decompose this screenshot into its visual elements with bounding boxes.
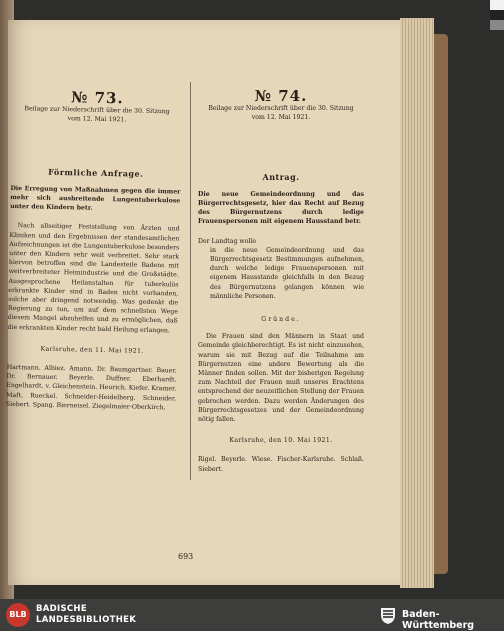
bw-coat-of-arms-icon[interactable]: [378, 605, 398, 625]
left-doc-number: № 73.: [70, 88, 124, 108]
document-page: [5, 20, 400, 585]
right-reasons: Die Frauen sind den Männern in Staat und Gemeinde gleichberechtigt. Es ist nicht einzusehen, warum sie mit Bezug auf die Teilnahme am Bürgernutzen eine andere Bewertung als die Männer finden sollen. Mit der bisherigen Regelung zum Nachteil der Frauen muß unseres Erachtens entsprechend der neuzeitlichen Stellung der Frauen gebrochen werden. Dazu werden Änderungen des Bürgerrechtsgesetzes und der Gemeindeordnung nötig fallen.: [198, 333, 364, 424]
footer-bar: [0, 599, 504, 630]
left-date: Karlsruhe, den 11. Mai 1921.: [40, 345, 144, 355]
right-motion-intro: Der Landtag wolle: [198, 237, 257, 245]
blb-logo-icon[interactable]: BLB: [6, 603, 30, 627]
left-column: [6, 20, 184, 413]
blb-name-line2: LANDESBIBLIOTHEK: [36, 615, 137, 625]
column-divider: [190, 82, 191, 480]
right-doc-number: № 74.: [254, 87, 308, 105]
left-heading: Förmliche Anfrage.: [48, 166, 144, 179]
right-subtitle-2: vom 12. Mai 1921.: [251, 114, 311, 122]
page-edges: [400, 18, 434, 588]
blb-name-line1: BADISCHE: [36, 604, 87, 614]
left-lead: Die Erregung von Maßnahmen gegen die immer mehr sich ausbreitende Lungentuberkulose unter den Kindern betr.: [10, 184, 181, 212]
right-column: [198, 20, 364, 474]
right-subtitle-1: Beilage zur Niederschrift über die 30. Sitzung: [208, 105, 354, 113]
page-number: 693: [178, 552, 194, 561]
left-subtitle-1: Beilage zur Niederschrift über die 30. Sitzung: [24, 105, 170, 116]
left-signatures: Hartmann. Albiez. Amann. Dr. Baumgartner. Bauer. Dr. Bernauer. Beyerle. Duffner. Eberhardt. Engelhardt. v. Gleichenstein. Heurich. Kiefer. Kramer. Maft. Rueckel. Schneider-Heidelberg. Schneider. Siebert. Spang. Bierneisel. Ziegelmaier-Oberkirch.: [5, 363, 177, 412]
left-subtitle-2: vom 12. Mai 1921.: [67, 115, 127, 124]
right-section-heading: Gründe.: [261, 316, 301, 324]
color-ruler: [490, 0, 504, 30]
left-body: Nach allseitiger Feststellung von Ärzten und Kliniken und den Ergebnissen der standesamtlichen Aufzeichnungen ist die Lungentuberkulose besonders unter den Kindern sehr weit verbreitet. Sehr stark hiervon betroffen sind die Landesteile Badens mit weitverbreiteter Heimindustrie und die Großstädte. Ausgesprochene Heilanstalten für tuberkulös erkrankte Kinder sind in Baden nicht vorhanden, solche aber dringend notwendig. Was gedenkt die Regierung zu tun, um auf dem schnellsten Wege diesem Mangel abzuhelfen und zu ermöglichen, daß die erkrankten Kinder recht bald Heilung erlangen.: [7, 222, 180, 334]
book-cover: [434, 34, 448, 574]
right-motion-text: in die neue Gemeindeordnung und das Bürgerrechtsgesetz Bestimmungen aufnehmen, durch welche ledige Frauenspersonen mit eigenem Hausstande gleichfalls in den Bezug des Bürgernutzens gelangen können wie männliche Personen.: [210, 246, 364, 300]
blb-name: [36, 604, 136, 626]
right-signatures: Rigel. Beyerle. Wiese. Fischer-Karlsruhe. Schlaß. Siebert.: [198, 456, 364, 473]
right-date: Karlsruhe, den 10. Mai 1921.: [229, 437, 333, 445]
bw-name: Baden-Württemberg: [402, 609, 475, 631]
right-lead: Die neue Gemeindeordnung und das Bürgerrechtsgesetz, hier das Recht auf Bezug des Bürgernutzens durch ledige Frauenspersonen mit eigenem Hausstand betr.: [198, 190, 364, 226]
right-heading: Antrag.: [262, 171, 300, 182]
